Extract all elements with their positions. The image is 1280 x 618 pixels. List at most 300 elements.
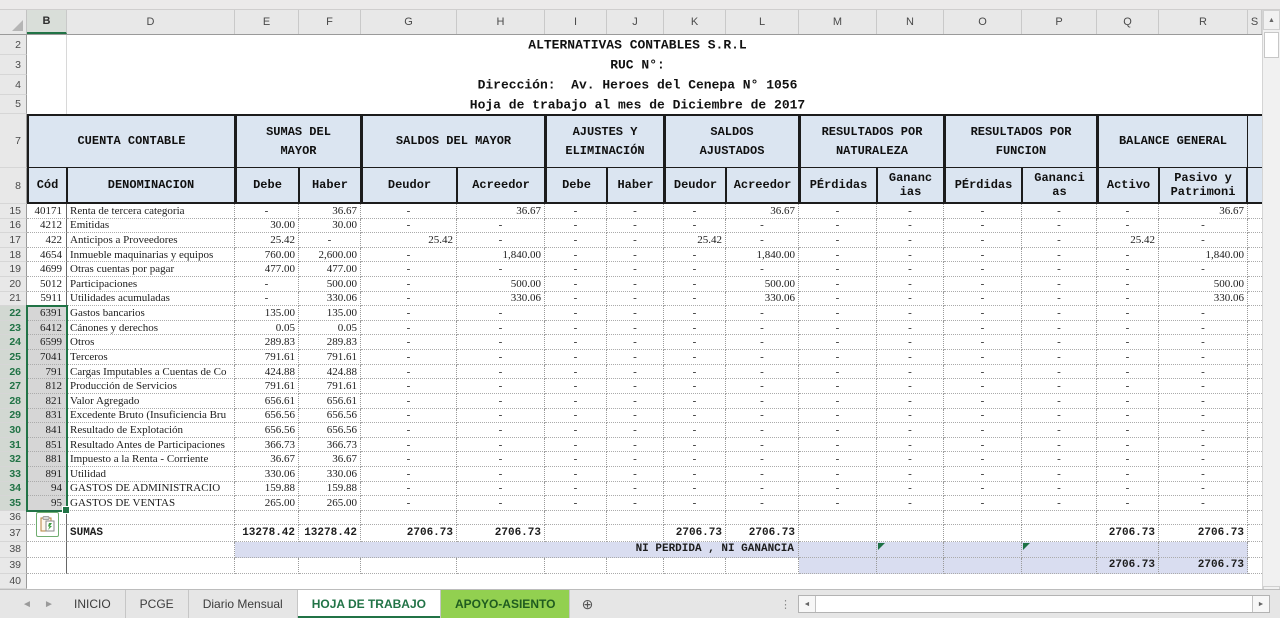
cell-value[interactable]: - <box>799 394 877 409</box>
cell-cod[interactable]: 851 <box>27 438 67 453</box>
cell-value[interactable] <box>299 558 361 574</box>
cell-value[interactable]: - <box>799 379 877 394</box>
cell-cod[interactable]: 4699 <box>27 262 67 277</box>
cell-value[interactable] <box>1159 511 1248 525</box>
cell-value[interactable]: - <box>545 452 607 467</box>
cell-value[interactable]: 159.88 <box>235 482 299 497</box>
cell-value[interactable] <box>299 511 361 525</box>
cell-value[interactable]: - <box>799 219 877 234</box>
cell-value[interactable]: - <box>944 350 1022 365</box>
cell-value[interactable]: - <box>799 233 877 248</box>
cell-value[interactable]: 36.67 <box>457 204 545 219</box>
cell-value[interactable]: - <box>607 467 664 482</box>
cell-value[interactable]: 36.67 <box>299 204 361 219</box>
row-header[interactable]: 37 <box>0 525 27 542</box>
cell-value[interactable] <box>877 511 944 525</box>
cell-denominacion[interactable]: Inmueble maquinarias y equipos <box>67 248 235 263</box>
cell-denominacion[interactable] <box>67 511 235 525</box>
cell-value[interactable]: - <box>1159 365 1248 380</box>
subheader-debe[interactable]: Debe <box>235 168 299 204</box>
cell-value[interactable] <box>361 558 457 574</box>
column-header-F[interactable]: F <box>299 10 361 34</box>
cell-denominacion[interactable]: GASTOS DE VENTAS <box>67 496 235 511</box>
cell-value[interactable]: - <box>799 438 877 453</box>
cell-value[interactable]: - <box>607 248 664 263</box>
subheader-ganancias[interactable]: Ganancias <box>877 168 944 204</box>
cell-value[interactable]: - <box>799 277 877 292</box>
row-header[interactable]: 5 <box>0 95 27 114</box>
sums-value[interactable] <box>877 525 944 542</box>
column-header-I[interactable]: I <box>545 10 607 34</box>
cell-value[interactable]: - <box>607 409 664 424</box>
cell-value[interactable]: - <box>1022 496 1097 511</box>
cell-value[interactable]: 791.61 <box>299 379 361 394</box>
sums-value[interactable]: 2706.73 <box>361 525 457 542</box>
row-header[interactable]: 24 <box>0 335 27 350</box>
row-header[interactable]: 27 <box>0 379 27 394</box>
cell-denominacion[interactable]: Cánones y derechos <box>67 321 235 336</box>
cell-value[interactable]: - <box>944 262 1022 277</box>
cell-value[interactable]: - <box>607 482 664 497</box>
cell-value[interactable]: - <box>1097 204 1159 219</box>
cell-value[interactable]: - <box>1097 321 1159 336</box>
cell-value[interactable]: - <box>799 496 877 511</box>
cell-value[interactable]: - <box>944 482 1022 497</box>
cell-value[interactable]: - <box>1022 379 1097 394</box>
cell-value[interactable]: - <box>944 248 1022 263</box>
cell-cod[interactable]: 6599 <box>27 335 67 350</box>
cell-value[interactable]: 656.56 <box>235 423 299 438</box>
cell-value[interactable]: - <box>1159 219 1248 234</box>
cell-value[interactable] <box>799 558 877 574</box>
cell-value[interactable]: - <box>545 219 607 234</box>
cell-cod[interactable] <box>27 542 67 558</box>
column-header-S[interactable]: S <box>1248 10 1262 34</box>
cell-value[interactable]: - <box>607 423 664 438</box>
cell-value[interactable]: - <box>664 423 726 438</box>
cell-value[interactable]: 477.00 <box>299 262 361 277</box>
cell-value[interactable]: - <box>1097 496 1159 511</box>
cell-value[interactable]: - <box>726 482 799 497</box>
cell-value[interactable]: 366.73 <box>299 438 361 453</box>
row-header[interactable]: 3 <box>0 55 27 75</box>
cell-value[interactable]: - <box>664 335 726 350</box>
cell-denominacion[interactable]: Otros <box>67 335 235 350</box>
cell-value[interactable]: - <box>361 394 457 409</box>
cell-value[interactable]: - <box>545 438 607 453</box>
cell-value[interactable]: - <box>877 379 944 394</box>
cell-value[interactable]: - <box>664 248 726 263</box>
cell-value[interactable] <box>944 542 1022 558</box>
cell-value[interactable]: - <box>1097 262 1159 277</box>
cell-value[interactable]: - <box>664 306 726 321</box>
cell-value[interactable]: - <box>235 292 299 307</box>
row-header[interactable]: 7 <box>0 114 27 168</box>
cell-value[interactable]: 25.42 <box>361 233 457 248</box>
cell-value[interactable]: - <box>799 423 877 438</box>
cell-value[interactable]: - <box>1159 350 1248 365</box>
cell-denominacion[interactable]: Renta de tercera categoria <box>67 204 235 219</box>
cell-value[interactable]: - <box>1022 394 1097 409</box>
cell-value[interactable]: - <box>877 248 944 263</box>
row-header[interactable]: 39 <box>0 558 27 574</box>
cell-cod[interactable]: 881 <box>27 452 67 467</box>
cell-value[interactable]: - <box>545 262 607 277</box>
cell-value[interactable]: - <box>1159 423 1248 438</box>
cell-value[interactable]: 36.67 <box>726 204 799 219</box>
cell-value[interactable]: - <box>457 379 545 394</box>
cell-value[interactable]: - <box>607 365 664 380</box>
cell-value[interactable]: 330.06 <box>299 467 361 482</box>
row-header[interactable]: 30 <box>0 423 27 438</box>
cell-value[interactable]: - <box>1097 277 1159 292</box>
cell-value[interactable]: - <box>457 233 545 248</box>
cell-value[interactable]: - <box>877 409 944 424</box>
cell-value[interactable]: 760.00 <box>235 248 299 263</box>
column-header-J[interactable]: J <box>607 10 664 34</box>
cell-value[interactable]: - <box>1159 394 1248 409</box>
row-header[interactable]: 34 <box>0 482 27 497</box>
group-saldos-ajustados[interactable]: SALDOS AJUSTADOS <box>664 114 799 168</box>
cell-value[interactable]: - <box>1022 452 1097 467</box>
sums-value[interactable] <box>607 525 664 542</box>
cell-value[interactable]: - <box>545 306 607 321</box>
cell-value[interactable]: - <box>877 204 944 219</box>
cell-cod[interactable]: 831 <box>27 409 67 424</box>
cell-value[interactable]: - <box>457 219 545 234</box>
cell-value[interactable]: 330.06 <box>299 292 361 307</box>
cell-cod[interactable]: 4654 <box>27 248 67 263</box>
cell-value[interactable]: - <box>361 204 457 219</box>
column-header-E[interactable]: E <box>235 10 299 34</box>
cell-value[interactable]: - <box>607 335 664 350</box>
cell-value[interactable]: - <box>457 262 545 277</box>
cell-cod[interactable]: 821 <box>27 394 67 409</box>
total-pasivo[interactable]: 2706.73 <box>1159 558 1248 574</box>
cell-value[interactable]: - <box>1022 292 1097 307</box>
cell-value[interactable]: 30.00 <box>235 219 299 234</box>
cell-value[interactable]: - <box>1022 409 1097 424</box>
cell-value[interactable]: - <box>877 452 944 467</box>
tab-splitter-icon[interactable]: ⋮ <box>780 598 792 611</box>
cell-value[interactable]: - <box>944 379 1022 394</box>
cell-value[interactable]: - <box>664 379 726 394</box>
cell-cod[interactable]: 5911 <box>27 292 67 307</box>
cell-denominacion[interactable]: Producción de Servicios <box>67 379 235 394</box>
cell-value[interactable]: - <box>545 292 607 307</box>
cell-value[interactable]: 424.88 <box>235 365 299 380</box>
subheader-cod[interactable]: Cód <box>27 168 67 204</box>
cell-value[interactable]: - <box>664 409 726 424</box>
cell-value[interactable]: - <box>1022 233 1097 248</box>
cell-value[interactable]: - <box>877 482 944 497</box>
group-ajustes-eliminacion[interactable]: AJUSTES Y ELIMINACIÓN <box>545 114 664 168</box>
row-header[interactable]: 8 <box>0 168 27 204</box>
row-header[interactable]: 18 <box>0 248 27 263</box>
row-header[interactable]: 35 <box>0 496 27 511</box>
cell-value[interactable]: - <box>361 409 457 424</box>
cell-value[interactable]: 656.61 <box>299 394 361 409</box>
cell-value[interactable]: - <box>1022 277 1097 292</box>
cell-value[interactable]: - <box>1022 350 1097 365</box>
scroll-up-icon[interactable]: ▲ <box>1263 10 1280 30</box>
cell-value[interactable]: 500.00 <box>299 277 361 292</box>
cell-value[interactable]: - <box>361 379 457 394</box>
tab-inicio[interactable]: INICIO <box>60 590 126 618</box>
subheader-acreedor[interactable]: Acreedor <box>457 168 545 204</box>
cell-value[interactable]: - <box>545 467 607 482</box>
cell-denominacion[interactable]: Emitidas <box>67 219 235 234</box>
cell-value[interactable] <box>799 542 877 558</box>
cell-value[interactable]: - <box>1022 423 1097 438</box>
cell-cod[interactable]: 812 <box>27 379 67 394</box>
cell-denominacion[interactable]: Participaciones <box>67 277 235 292</box>
cell-denominacion[interactable]: Otras cuentas por pagar <box>67 262 235 277</box>
cell-value[interactable]: - <box>1097 467 1159 482</box>
cell-value[interactable]: 2,600.00 <box>299 248 361 263</box>
group-saldos-del-mayor[interactable]: SALDOS DEL MAYOR <box>361 114 545 168</box>
column-header-M[interactable]: M <box>799 10 877 34</box>
cell-value[interactable]: - <box>1097 394 1159 409</box>
cell-value[interactable]: 656.56 <box>299 409 361 424</box>
cell-value[interactable]: - <box>607 277 664 292</box>
cell-value[interactable]: - <box>877 438 944 453</box>
cell-value[interactable]: 159.88 <box>299 482 361 497</box>
cell-value[interactable]: - <box>726 306 799 321</box>
sums-value[interactable]: 2706.73 <box>726 525 799 542</box>
cell-value[interactable]: - <box>607 321 664 336</box>
cell-value[interactable]: - <box>877 321 944 336</box>
column-header-R[interactable]: R <box>1159 10 1248 34</box>
cell-value[interactable]: - <box>799 204 877 219</box>
row-header[interactable]: 22 <box>0 306 27 321</box>
cell-value[interactable] <box>664 511 726 525</box>
cell-value[interactable]: - <box>877 394 944 409</box>
cell-value[interactable]: - <box>361 467 457 482</box>
cell-value[interactable]: - <box>1097 409 1159 424</box>
cell-cod[interactable]: 4212 <box>27 219 67 234</box>
cell-value[interactable] <box>457 511 545 525</box>
flag-cell[interactable] <box>877 542 944 558</box>
cell-value[interactable]: - <box>1097 379 1159 394</box>
cell-value[interactable]: - <box>799 350 877 365</box>
sums-value[interactable] <box>1022 525 1097 542</box>
cell-value[interactable] <box>944 511 1022 525</box>
cell-value[interactable]: - <box>361 350 457 365</box>
cell-denominacion[interactable]: Utilidades acumuladas <box>67 292 235 307</box>
cell-value[interactable]: - <box>1097 438 1159 453</box>
column-header-K[interactable]: K <box>664 10 726 34</box>
cell-value[interactable]: - <box>607 219 664 234</box>
cell-value[interactable]: - <box>545 277 607 292</box>
cell-value[interactable]: - <box>457 321 545 336</box>
cell-value[interactable]: - <box>799 482 877 497</box>
horizontal-scrollbar[interactable] <box>798 595 1270 613</box>
tab-apoyo-asiento[interactable]: APOYO-ASIENTO <box>441 590 570 618</box>
row-header[interactable]: 28 <box>0 394 27 409</box>
cell-value[interactable]: - <box>877 262 944 277</box>
row-header[interactable]: 21 <box>0 292 27 307</box>
cell-value[interactable]: - <box>726 423 799 438</box>
group-resultados-naturaleza[interactable]: RESULTADOS POR NATURALEZA <box>799 114 944 168</box>
cell-value[interactable]: 25.42 <box>235 233 299 248</box>
row-header[interactable]: 19 <box>0 262 27 277</box>
cell-value[interactable] <box>545 558 607 574</box>
cell-value[interactable]: - <box>877 350 944 365</box>
column-header-B[interactable]: B <box>27 10 67 34</box>
cell-value[interactable]: 330.06 <box>457 292 545 307</box>
cell-value[interactable]: - <box>361 482 457 497</box>
cell-value[interactable]: - <box>607 306 664 321</box>
cell-value[interactable]: - <box>664 277 726 292</box>
cell-value[interactable]: - <box>607 292 664 307</box>
cell-value[interactable]: - <box>1022 321 1097 336</box>
sums-value[interactable]: 2706.73 <box>457 525 545 542</box>
cell-value[interactable]: - <box>944 409 1022 424</box>
cell-value[interactable]: - <box>664 438 726 453</box>
cell-value[interactable]: 500.00 <box>726 277 799 292</box>
cell-value[interactable]: - <box>361 438 457 453</box>
cell-value[interactable]: - <box>944 233 1022 248</box>
tab-hoja-de-trabajo[interactable]: HOJA DE TRABAJO <box>298 590 441 618</box>
group-cuenta-contable[interactable]: CUENTA CONTABLE <box>27 114 235 168</box>
sums-value[interactable]: 13278.42 <box>299 525 361 542</box>
cell-value[interactable]: - <box>1022 365 1097 380</box>
cell-value[interactable]: - <box>664 394 726 409</box>
cell-value[interactable]: - <box>664 204 726 219</box>
row-header[interactable]: 15 <box>0 204 27 219</box>
cell-value[interactable]: 1,840.00 <box>457 248 545 263</box>
cell-value[interactable]: - <box>799 262 877 277</box>
cell-value[interactable]: - <box>1159 438 1248 453</box>
cell-value[interactable]: 500.00 <box>1159 277 1248 292</box>
sums-value[interactable]: 2706.73 <box>1097 525 1159 542</box>
cell-value[interactable]: - <box>607 438 664 453</box>
row-header[interactable]: 26 <box>0 365 27 380</box>
cell-value[interactable]: - <box>545 248 607 263</box>
cell-value[interactable]: - <box>1097 292 1159 307</box>
cell-value[interactable]: - <box>457 452 545 467</box>
cell-value[interactable]: - <box>726 467 799 482</box>
cell-cod[interactable]: 94 <box>27 482 67 497</box>
cell-value[interactable]: - <box>726 262 799 277</box>
cell-value[interactable]: - <box>457 409 545 424</box>
cell-value[interactable]: - <box>607 452 664 467</box>
cell-value[interactable]: - <box>726 219 799 234</box>
column-header-N[interactable]: N <box>877 10 944 34</box>
cell-value[interactable]: - <box>1022 219 1097 234</box>
add-sheet-icon[interactable]: ⊕ <box>581 595 594 612</box>
cell-value[interactable]: - <box>1097 335 1159 350</box>
cell-value[interactable]: 330.06 <box>1159 292 1248 307</box>
cell-value[interactable] <box>607 511 664 525</box>
cell-value[interactable]: 791.61 <box>299 350 361 365</box>
subheader-deudor[interactable]: Deudor <box>664 168 726 204</box>
cell-value[interactable] <box>607 558 664 574</box>
cell-value[interactable]: - <box>664 350 726 365</box>
column-header-O[interactable]: O <box>944 10 1022 34</box>
cell-value[interactable]: - <box>664 262 726 277</box>
note-text[interactable]: NI PERDIDA , NI GANANCIA <box>235 542 799 558</box>
cell-value[interactable]: - <box>944 438 1022 453</box>
cell-value[interactable]: 0.05 <box>299 321 361 336</box>
cell-value[interactable]: - <box>1159 262 1248 277</box>
cell-value[interactable]: 330.06 <box>726 292 799 307</box>
cell-value[interactable]: - <box>545 496 607 511</box>
cell-value[interactable]: - <box>361 292 457 307</box>
subheader-haber[interactable]: Haber <box>299 168 361 204</box>
cell-value[interactable]: - <box>664 467 726 482</box>
cell-denominacion[interactable]: GASTOS DE ADMINISTRACIO <box>67 482 235 497</box>
cell-value[interactable] <box>726 558 799 574</box>
cell-value[interactable]: - <box>1097 423 1159 438</box>
cell-cod[interactable]: 841 <box>27 423 67 438</box>
cell-value[interactable]: - <box>545 482 607 497</box>
cell-value[interactable]: - <box>457 467 545 482</box>
cell-value[interactable]: - <box>726 233 799 248</box>
row-header[interactable]: 32 <box>0 452 27 467</box>
cell-value[interactable]: - <box>877 219 944 234</box>
cell-value[interactable]: - <box>235 204 299 219</box>
cell-cod[interactable]: 791 <box>27 365 67 380</box>
cell-value[interactable]: - <box>944 204 1022 219</box>
cell-value[interactable]: - <box>799 452 877 467</box>
cell-value[interactable]: - <box>1159 335 1248 350</box>
cell-value[interactable]: - <box>361 248 457 263</box>
row-header[interactable]: 40 <box>0 574 27 589</box>
cell-value[interactable]: - <box>944 335 1022 350</box>
cell-value[interactable]: 791.61 <box>235 379 299 394</box>
sums-value[interactable] <box>799 525 877 542</box>
subheader-deudor[interactable]: Deudor <box>361 168 457 204</box>
cell-value[interactable]: - <box>361 219 457 234</box>
cell-value[interactable]: - <box>944 452 1022 467</box>
cell-value[interactable]: - <box>726 350 799 365</box>
cell-value[interactable] <box>235 558 299 574</box>
cell-value[interactable]: - <box>1097 365 1159 380</box>
cell-value[interactable]: 500.00 <box>457 277 545 292</box>
cell-value[interactable] <box>457 558 545 574</box>
cell-value[interactable]: - <box>545 365 607 380</box>
cell-value[interactable]: - <box>1159 409 1248 424</box>
cell-value[interactable]: - <box>457 306 545 321</box>
row-header[interactable]: 25 <box>0 350 27 365</box>
cell-value[interactable]: - <box>799 365 877 380</box>
cell-value[interactable]: - <box>1159 306 1248 321</box>
cell-cod[interactable]: 7041 <box>27 350 67 365</box>
cell-value[interactable]: - <box>726 496 799 511</box>
flag-cell[interactable] <box>1022 542 1097 558</box>
cell-cod[interactable] <box>27 558 67 574</box>
cell-value[interactable]: 25.42 <box>664 233 726 248</box>
row-header[interactable]: 17 <box>0 233 27 248</box>
tab-diario-mensual[interactable]: Diario Mensual <box>189 590 298 618</box>
cell-value[interactable]: - <box>944 423 1022 438</box>
cell-cod[interactable]: 5012 <box>27 277 67 292</box>
column-header-L[interactable]: L <box>726 10 799 34</box>
cell-value[interactable]: 791.61 <box>235 350 299 365</box>
cell-value[interactable] <box>1159 542 1248 558</box>
cell-value[interactable]: - <box>1022 467 1097 482</box>
cell-value[interactable]: - <box>457 423 545 438</box>
cell-value[interactable]: - <box>1097 350 1159 365</box>
cell-value[interactable]: - <box>664 482 726 497</box>
sums-value[interactable]: 2706.73 <box>664 525 726 542</box>
row-header[interactable]: 2 <box>0 35 27 55</box>
cell-value[interactable]: - <box>664 496 726 511</box>
cell-value[interactable]: - <box>1159 321 1248 336</box>
cell-value[interactable]: 477.00 <box>235 262 299 277</box>
